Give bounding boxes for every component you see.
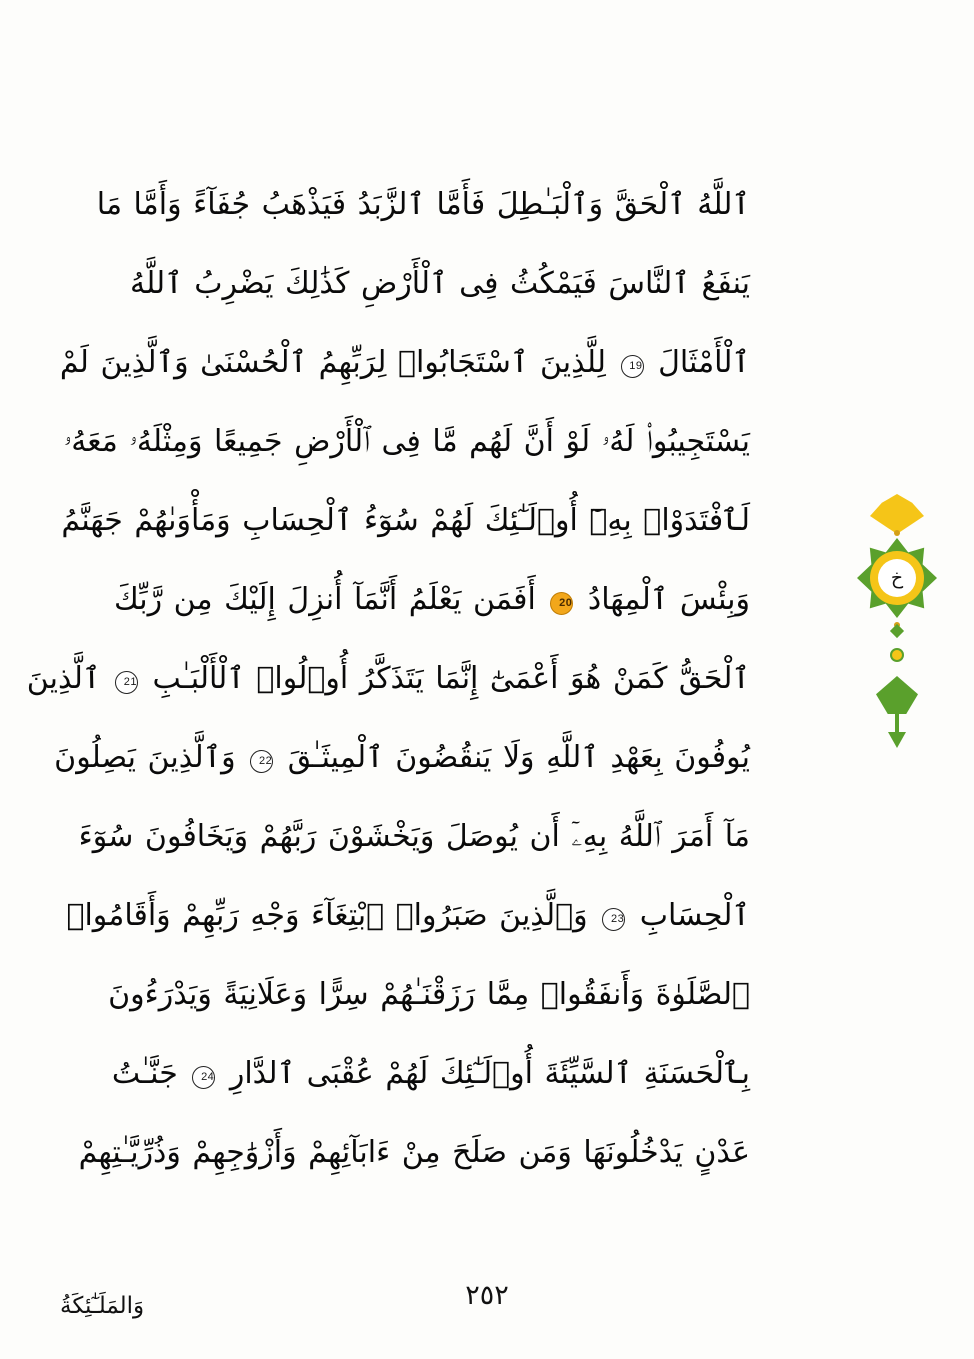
quran-line-text: أَفَمَن يَعْلَمُ أَنَّمَآ أُنزِلَ إِلَيْكَ مِن رَّبِّكَ (113, 582, 536, 617)
quran-line-text: وَٱلَّذِينَ صَبَرُوا۟ ٱبْتِغَآءَ وَجْهِ رَبِّهِمْ وَأَقَامُوا۟ (66, 898, 588, 933)
quran-line-with-ayah-mark (26, 639, 750, 718)
ayah-number-21: 21 (115, 671, 138, 694)
ornament-lower-leaf-icon (876, 676, 918, 714)
quran-line: مَآ أَمَرَ ٱللَّهُ بِهِۦٓ أَن يُوصَلَ وَيَخْشَوْنَ رَبَّهُمْ وَيَخَافُونَ سُوٓءَ (78, 819, 750, 854)
quran-line-text: بِٱلْحَسَنَةِ ٱلسَّيِّئَةَ أُو۟لَـٰٓئِكَ لَهُمْ عُقْبَى ٱلدَّارِ (229, 1056, 750, 1091)
quran-line-text: جَنَّـٰتُ (111, 1056, 178, 1091)
quran-line-with-ayah-mark (59, 323, 750, 402)
quran-line-text: ٱلْحَقُّ كَمَنْ هُوَ أَعْمَىٰٓ إِنَّمَا يَتَذَكَّرُ أُو۟لُوا۟ ٱلْأَلْبَـٰبِ (152, 661, 750, 696)
ornament-tip-icon (888, 732, 906, 748)
quran-text-block (26, 165, 750, 1192)
juz-label: وَالمَلَـٰٓئِكَةُ (60, 1293, 145, 1319)
ornament-top-leaf-icon (870, 494, 924, 534)
quran-line-text: لِلَّذِينَ ٱسْتَجَابُوا۟ لِرَبِّهِمُ ٱلْحُسْنَىٰ وَٱلَّذِينَ لَمْ (59, 345, 606, 380)
page-number: ٢٥٢ (465, 1280, 509, 1311)
ayah-number-19: 19 (621, 355, 644, 378)
ornament-glyph: خ (878, 559, 916, 597)
quran-line-with-ayah-mark (54, 718, 750, 797)
ayah-number-23: 23 (602, 908, 625, 931)
ayah-number-20: 20 (550, 592, 573, 615)
quran-line-text: يُوفُونَ بِعَهْدِ ٱللَّهِ وَلَا يَنقُضُونَ ٱلْمِيثَـٰقَ (287, 740, 750, 775)
quran-line-with-ayah-mark (66, 876, 750, 955)
quran-line: عَدْنٍ يَدْخُلُونَهَا وَمَن صَلَحَ مِنْ ءَابَآئِهِمْ وَأَزْوَٰجِهِمْ وَذُرِّيَّـٰتِهِمْ (78, 1135, 750, 1170)
quran-line-with-ayah-mark (111, 1034, 750, 1113)
quran-line-text: ٱلْحِسَابِ (639, 898, 750, 933)
quran-line-text: ٱلْأَمْثَالَ (658, 345, 750, 380)
hizb-marker-ornament (852, 480, 942, 760)
ornament-diamond-icon (890, 624, 904, 638)
quran-line: ٱلصَّلَوٰةَ وَأَنفَقُوا۟ مِمَّا رَزَقْنَـٰهُمْ سِرًّا وَعَلَانِيَةً وَيَدْرَءُونَ (108, 977, 750, 1012)
quran-line-text: وَبِئْسَ ٱلْمِهَادُ (587, 582, 750, 617)
ornament-circle-icon (890, 648, 904, 662)
quran-line-with-ayah-mark (113, 560, 750, 639)
quran-line: يَنفَعُ ٱلنَّاسَ فَيَمْكُثُ فِى ٱلْأَرْضِ كَذَٰلِكَ يَضْرِبُ ٱللَّهُ (130, 266, 750, 301)
quran-line: يَسْتَجِيبُوا۟ لَهُۥ لَوْ أَنَّ لَهُم مَّا فِى ٱلْأَرْضِ جَمِيعًا وَمِثْلَهُۥ مَعَهُۥ (63, 424, 750, 459)
ayah-number-24: 24 (192, 1066, 215, 1089)
ornament-rosette-icon (857, 538, 937, 618)
ayah-number-22: 22 (250, 750, 273, 773)
quran-line: ٱللَّهُ ٱلْحَقَّ وَٱلْبَـٰطِلَ فَأَمَّا ٱلزَّبَدُ فَيَذْهَبُ جُفَآءً وَأَمَّا مَا (96, 187, 750, 222)
quran-line-text: ٱلَّذِينَ (26, 661, 101, 696)
ornament-dot-icon (894, 530, 900, 536)
quran-line: لَٱفْتَدَوْا۟ بِهِۦٓ أُو۟لَـٰٓئِكَ لَهُمْ سُوٓءُ ٱلْحِسَابِ وَمَأْوَىٰهُمْ جَهَنَّمُ (61, 503, 750, 538)
quran-line-text: وَٱلَّذِينَ يَصِلُونَ (54, 740, 236, 775)
